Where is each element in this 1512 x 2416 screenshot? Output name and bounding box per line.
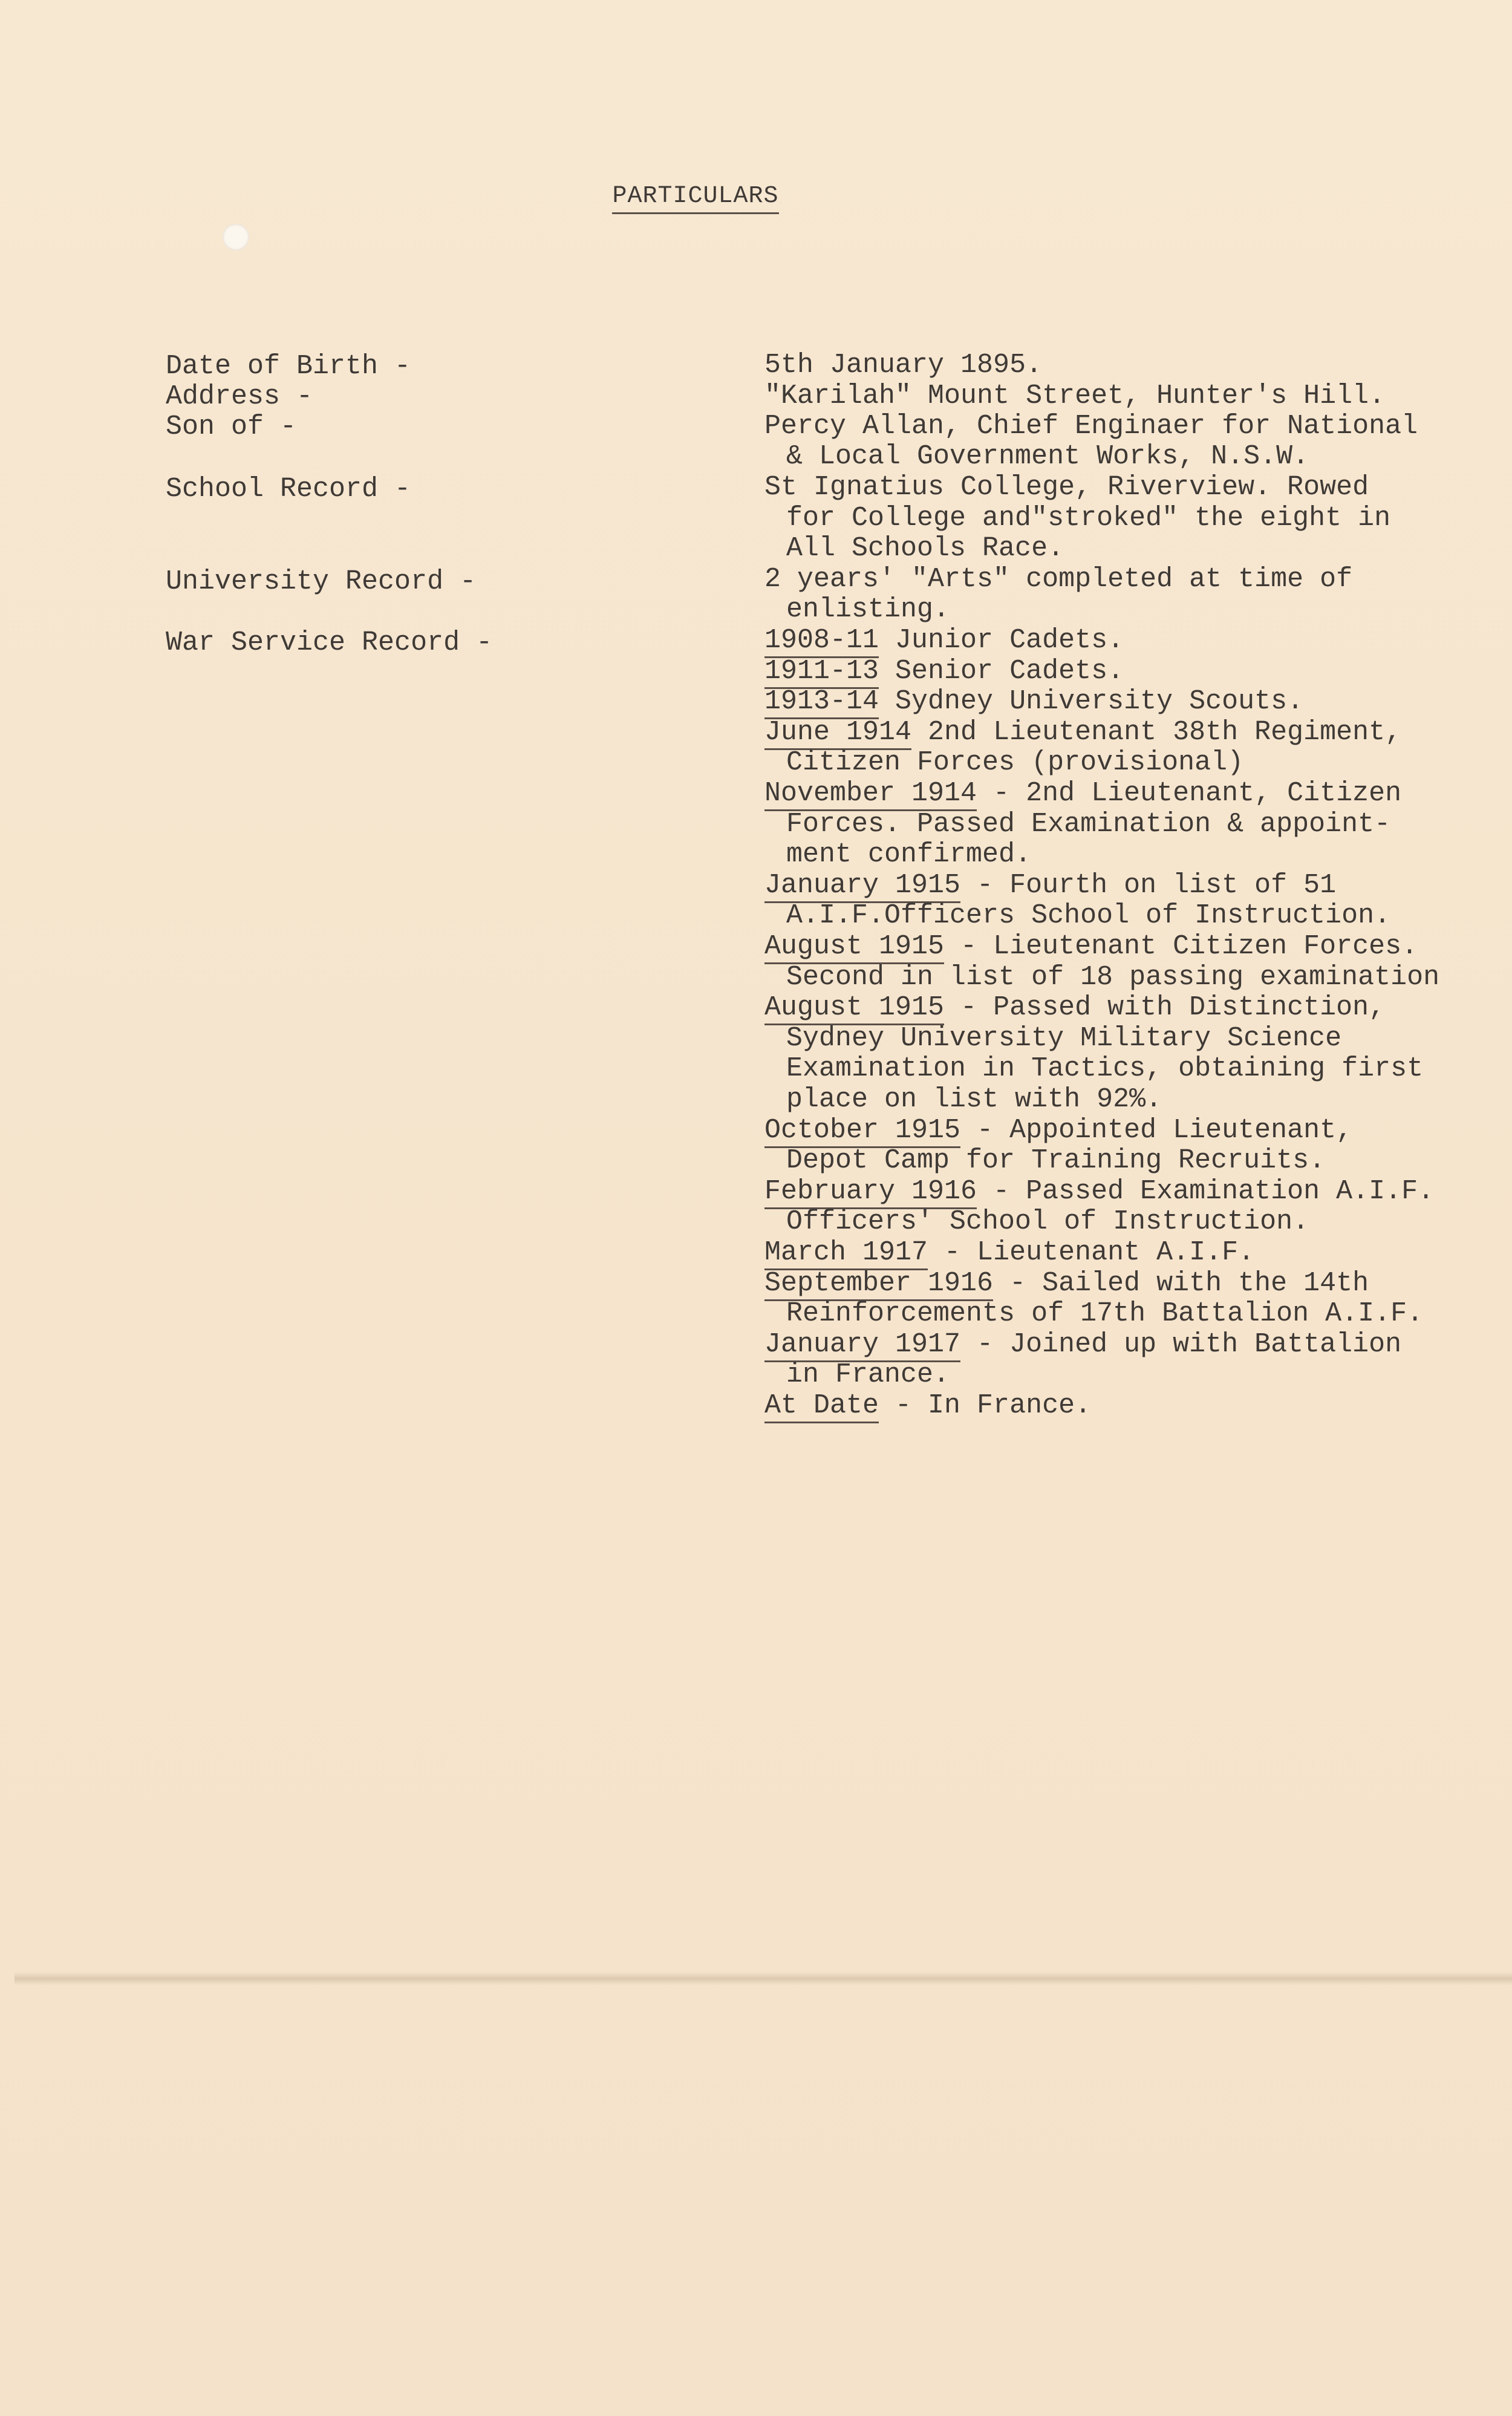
war-service-date: 1913-14 bbox=[764, 686, 879, 719]
war-service-entry bbox=[764, 1268, 1369, 1299]
war-service-date: At Date bbox=[764, 1390, 879, 1423]
value-son-of-line-2: & Local Government Works, N.S.W. bbox=[786, 441, 1309, 472]
value-school-line-1: St Ignatius College, Riverview. Rowed bbox=[764, 472, 1369, 503]
war-service-text: - Passed with Distinction, bbox=[944, 992, 1386, 1024]
value-address: "Karilah" Mount Street, Hunter's Hill. bbox=[764, 380, 1386, 411]
war-service-date: 1911-13 bbox=[764, 656, 879, 689]
war-service-text: - Lieutenant A.I.F. bbox=[928, 1237, 1255, 1268]
value-son-of-line-1: Percy Allan, Chief Enginaer for National bbox=[764, 411, 1418, 442]
war-service-text: Sydney University Scouts. bbox=[879, 686, 1304, 717]
value-university-line-1: 2 years' "Arts" completed at time of bbox=[764, 564, 1353, 595]
war-service-text: Junior Cadets. bbox=[879, 625, 1124, 656]
war-service-entry bbox=[764, 992, 1385, 1023]
war-service-entry bbox=[764, 686, 1303, 717]
war-service-continuation: Depot Camp for Training Recruits. bbox=[786, 1145, 1326, 1177]
war-service-continuation: Citizen Forces (provisional) bbox=[786, 747, 1244, 779]
label-university-record: University Record - bbox=[166, 566, 477, 597]
war-service-date: October 1915 bbox=[764, 1115, 960, 1148]
war-service-text: - 2nd Lieutenant, Citizen bbox=[977, 778, 1402, 809]
war-service-continuation: Forces. Passed Examination & appoint- bbox=[786, 808, 1391, 840]
war-service-continuation: ment confirmed. bbox=[786, 839, 1032, 870]
punch-hole bbox=[223, 224, 249, 250]
value-date-of-birth: 5th January 1895. bbox=[764, 350, 1043, 380]
document-title: PARTICULARS bbox=[612, 183, 778, 214]
war-service-text: - Sailed with the 14th bbox=[993, 1267, 1369, 1299]
value-school-line-2: for College and"stroked" the eight in bbox=[786, 503, 1391, 534]
war-service-entry bbox=[764, 1176, 1434, 1207]
war-service-date: March 1917 bbox=[764, 1237, 928, 1270]
war-service-date: June 1914 bbox=[764, 717, 911, 750]
label-school-record: School Record - bbox=[166, 474, 411, 504]
war-service-continuation: Second in list of 18 passing examination bbox=[786, 961, 1440, 993]
war-service-text: 2nd Lieutenant 38th Regiment, bbox=[911, 716, 1402, 748]
war-service-entry bbox=[764, 931, 1418, 962]
war-service-entry bbox=[764, 778, 1401, 809]
war-service-date: January 1917 bbox=[764, 1329, 960, 1362]
war-service-entry bbox=[764, 1237, 1254, 1268]
war-service-continuation: place on list with 92%. bbox=[786, 1084, 1162, 1115]
war-service-text: - Joined up with Battalion bbox=[960, 1328, 1402, 1360]
value-university-line-2: enlisting. bbox=[786, 594, 950, 625]
label-son-of: Son of - bbox=[166, 411, 297, 442]
war-service-entry bbox=[764, 625, 1124, 656]
war-service-text: - In France. bbox=[879, 1390, 1092, 1421]
label-date-of-birth: Date of Birth - bbox=[166, 351, 411, 382]
war-service-date: January 1915 bbox=[764, 870, 960, 903]
war-service-date: 1908-11 bbox=[764, 625, 879, 658]
war-service-entry bbox=[764, 1390, 1091, 1421]
war-service-text: - Fourth on list of 51 bbox=[960, 869, 1337, 901]
war-service-text: - Appointed Lieutenant, bbox=[960, 1114, 1353, 1146]
war-service-date: August 1915 bbox=[764, 992, 944, 1025]
war-service-entry bbox=[764, 656, 1124, 687]
war-service-continuation: Officers' School of Instruction. bbox=[786, 1206, 1309, 1238]
war-service-date: September 1916 bbox=[764, 1268, 993, 1301]
war-service-text: Senior Cadets. bbox=[879, 655, 1124, 687]
war-service-continuation: in France. bbox=[786, 1359, 950, 1391]
war-service-entry bbox=[764, 717, 1401, 748]
war-service-continuation: A.I.F.Officers School of Instruction. bbox=[786, 900, 1391, 932]
war-service-continuation: Examination in Tactics, obtaining first bbox=[786, 1053, 1424, 1085]
war-service-continuation: Reinforcements of 17th Battalion A.I.F. bbox=[786, 1298, 1424, 1330]
war-service-entry bbox=[764, 1329, 1401, 1360]
war-service-date: November 1914 bbox=[764, 778, 977, 811]
document-title-wrap bbox=[0, 183, 1512, 210]
war-service-entry bbox=[764, 1115, 1352, 1146]
war-service-text: - Lieutenant Citizen Forces. bbox=[944, 931, 1418, 962]
war-service-date: August 1915 bbox=[764, 931, 944, 964]
value-school-line-3: All Schools Race. bbox=[786, 533, 1064, 564]
war-service-date: February 1916 bbox=[764, 1176, 977, 1209]
war-service-entry bbox=[764, 870, 1336, 901]
label-war-service-record: War Service Record - bbox=[166, 627, 493, 658]
war-service-continuation: Sydney University Military Science bbox=[786, 1022, 1342, 1054]
label-address: Address - bbox=[166, 381, 313, 412]
paper-fold-line bbox=[15, 1972, 1512, 1985]
war-service-text: - Passed Examination A.I.F. bbox=[977, 1175, 1435, 1207]
